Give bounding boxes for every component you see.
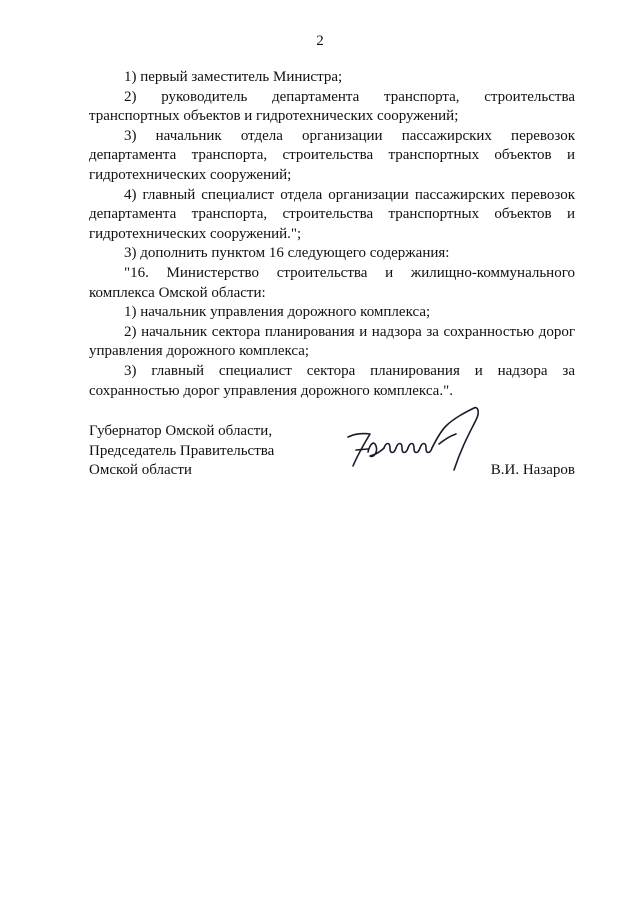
document-body [89, 68, 575, 401]
paragraph-planning-sector-specialist: 3) главный специалист сектора планирования и надзора за сохранностью дорог управления дорожного комплекса.". [89, 362, 575, 399]
page-number: 2 [316, 33, 324, 49]
paragraph-section-head: 3) начальник отдела организации пассажирских перевозок департамента транспорта, строительства транспортных объектов и гидротехнических сооружений; [89, 127, 575, 183]
paragraph-item-16-ministry: "16. Министерство строительства и жилищно-коммунального комплекса Омской области: [89, 264, 575, 301]
signatory-title-line: Губернатор Омской области, [89, 423, 273, 439]
paragraph-first-deputy: 1) первый заместитель Министра; [124, 69, 343, 85]
paragraph-add-item-16: 3) дополнить пунктом 16 следующего содержания: [124, 245, 450, 262]
signatory-title-line: Председатель Правительства [89, 442, 275, 459]
signatory-title [89, 422, 274, 481]
paragraph-planning-sector-head: 2) начальник сектора планирования и надзора за сохранностью дорог управления дорожного комплекса; [89, 323, 575, 360]
paragraph-chief-specialist: 4) главный специалист отдела организации пассажирских перевозок департамента транспорта, строительства транспортных объектов и гидротехнических сооружений."; [89, 186, 575, 242]
signatory-name: В.И. Назаров [490, 462, 575, 478]
signature-block [89, 422, 575, 482]
paragraph-department-head: 2) руководитель департамента транспорта, строительства транспортных объектов и гидротехнических сооружений; [89, 88, 575, 125]
signatory-title-line: Омской области [89, 462, 192, 479]
handwritten-signature [344, 404, 494, 474]
paragraph-road-department-head: 1) начальник управления дорожного комплекса; [124, 304, 431, 321]
